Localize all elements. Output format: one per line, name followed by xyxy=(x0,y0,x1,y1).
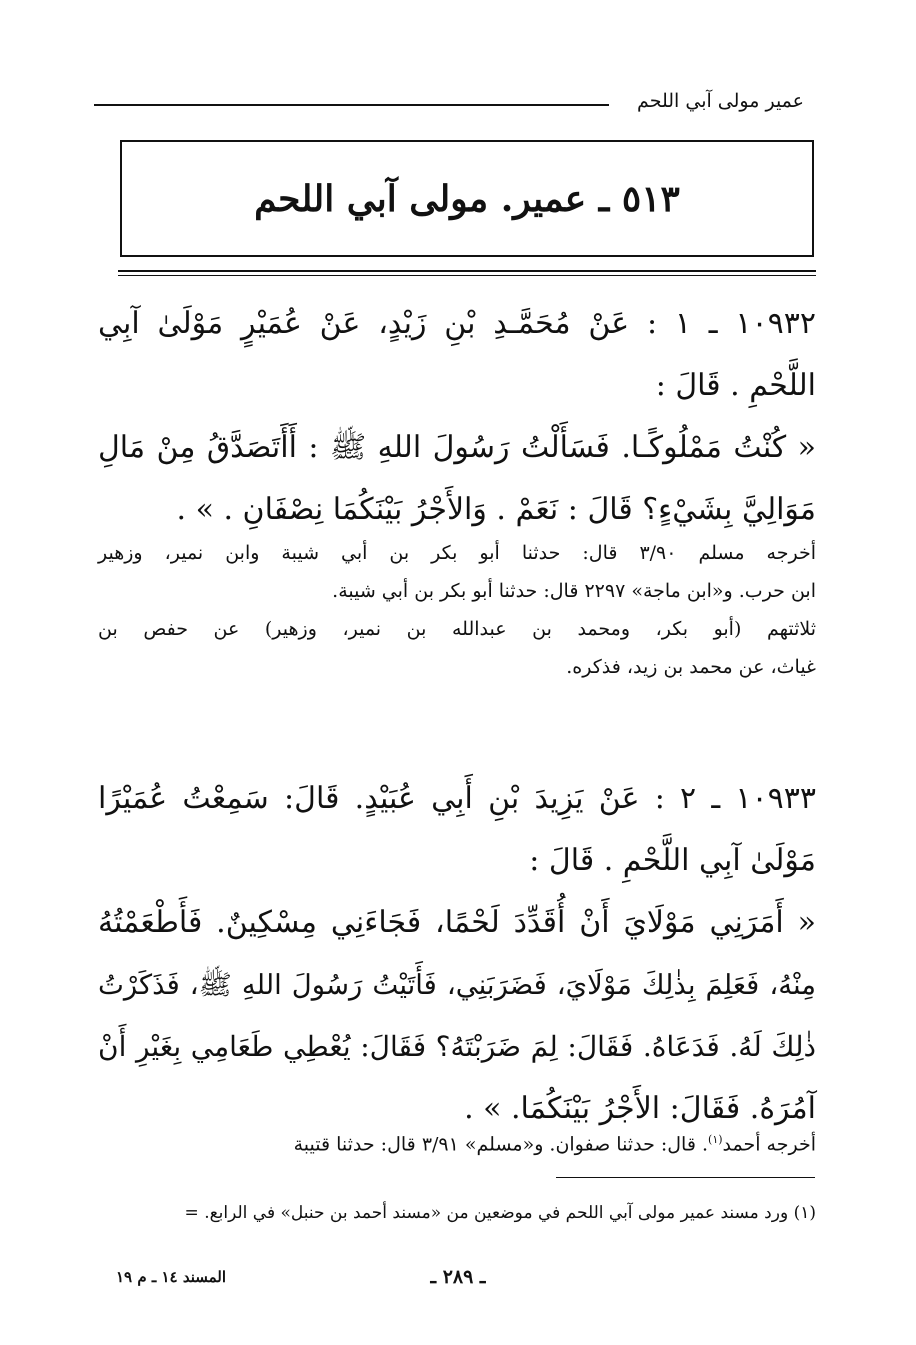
hadith-line: مَوْلَىٰ آبِي اللَّحْمِ . قَالَ : xyxy=(529,843,816,878)
section-title-box xyxy=(120,140,814,257)
page-footer xyxy=(96,1262,820,1292)
section-title: ٥١٣ ـ عمير. مولى آبي اللحم xyxy=(254,177,680,220)
hadith-line: ١٠٩٣٢ ـ ١ : عَنْ مُحَمَّـدِ بْنِ زَيْدٍ، عَنْ عُمَيْرٍ مَوْلَىٰ آبِي xyxy=(98,306,816,341)
running-title: عمير مولى آبي اللحم xyxy=(637,90,804,112)
footnote: (١) ورد مسند عمير مولى آبي اللحم في موضعين من «مسند أحمد بن حنبل» في الرابع. = xyxy=(184,1203,816,1223)
hadith-line: « أَمَرَنِي مَوْلَايَ أَنْ أُقَدِّدَ لَحْمًا، فَجَاءَنِي مِسْكِينٌ. فَأَطْعَمْتُهُ xyxy=(98,905,816,940)
takhrij-text: . قال: حدثنا صفوان. و«مسلم» ٣/٩١ قال: حدثنا قتيبة xyxy=(293,1133,709,1156)
running-header-rule xyxy=(94,104,609,106)
hadith-line: آمُرَهُ. فَقَالَ: الأَجْرُ بَيْنَكُمَا. » . xyxy=(464,1091,816,1126)
hadith-10932 xyxy=(98,293,816,541)
takhrij-10933 xyxy=(98,1121,816,1159)
hadith-line: مَوَالِيَّ بِشَيْءٍ؟ قَالَ : نَعَمْ . وَالأَجْرُ بَيْنَكُمَا نِصْفَانِ . » . xyxy=(176,492,816,527)
title-divider-thin xyxy=(118,275,816,276)
footnote-reference: (١) xyxy=(708,1133,723,1146)
takhrij-line: ثلاثتهم (أبو بكر، ومحمد بن عبدالله بن نمير، وزهير) عن حفص بن xyxy=(98,618,816,640)
takhrij-text: أخرجه أحمد xyxy=(722,1133,816,1156)
hadith-10933 xyxy=(98,768,816,1140)
printer-signature: المسند ١٤ ـ م ١٩ xyxy=(116,1268,227,1286)
footnote-separator xyxy=(556,1177,815,1178)
title-divider-thick xyxy=(118,270,816,272)
takhrij-line: ابن حرب. و«ابن ماجة» ٢٢٩٧ قال: حدثنا أبو بكر بن أبي شيبة. xyxy=(332,580,816,602)
takhrij-line: غياث، عن محمد بن زيد، فذكره. xyxy=(566,656,816,678)
takhrij-line: أخرجه مسلم ٣/٩٠ قال: حدثنا أبو بكر بن أبي شيبة وابن نمير، وزهير xyxy=(98,542,816,564)
page-number: ـ ٢٨٩ ـ xyxy=(430,1266,486,1288)
takhrij-line xyxy=(98,1121,816,1159)
hadith-line: « كُنْتُ مَمْلُوكًـا. فَسَأَلْتُ رَسُولَ اللهِ ﷺ : أَأَتَصَدَّقُ مِنْ مَالِ xyxy=(98,430,816,465)
hadith-line: ١٠٩٣٣ ـ ٢ : عَنْ يَزِيدَ بْنِ أَبِي عُبَيْدٍ. قَالَ: سَمِعْتُ عُمَيْرًا xyxy=(98,781,816,816)
hadith-line: مِنْهُ، فَعَلِمَ بِذٰلِكَ مَوْلَايَ، فَضَرَبَنِي، فَأَتَيْتُ رَسُولَ اللهِ ﷺ، فَذَكَرْتُ xyxy=(98,969,817,1001)
hadith-line: ذٰلِكَ لَهُ. فَدَعَاهُ. فَقَالَ: لِمَ ضَرَبْتَهُ؟ فَقَالَ: يُعْطِي طَعَامِي بِغَيْرِ أَنْ xyxy=(98,1030,816,1063)
takhrij-10932 xyxy=(98,534,816,686)
hadith-line: اللَّحْمِ . قَالَ : xyxy=(655,368,816,403)
running-header xyxy=(94,86,804,116)
